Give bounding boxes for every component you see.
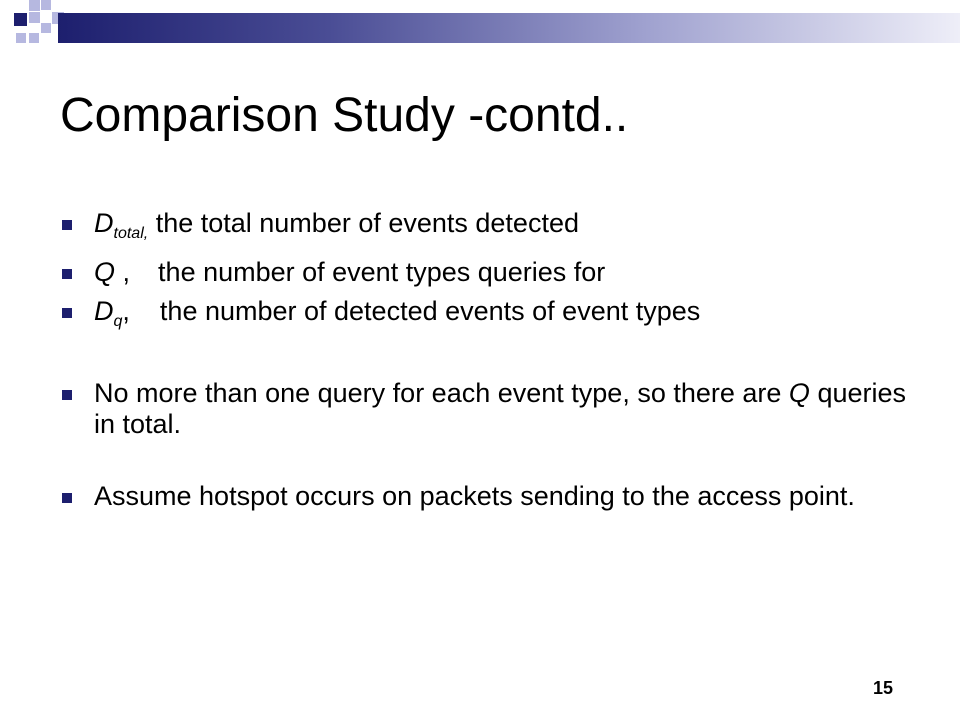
separator: , <box>122 296 130 326</box>
bullet-text: No more than one query for each event type, so there are <box>94 378 789 408</box>
square-bullet-icon <box>62 493 72 503</box>
slide-title: Comparison Study -contd.. <box>60 89 629 142</box>
decorative-square <box>41 0 51 10</box>
square-bullet-icon <box>62 269 72 279</box>
bullet-item <box>62 257 922 288</box>
variable: Q <box>788 378 810 408</box>
variable: D <box>94 296 114 326</box>
bullet-text: the number of event types queries for <box>158 257 606 287</box>
bullet-text: the total number of events detected <box>155 208 579 238</box>
bullet-text: Assume hotspot occurs on packets sending to the access point. <box>94 481 855 511</box>
decorative-square <box>14 13 27 26</box>
decorative-square <box>41 23 51 33</box>
separator: , <box>122 257 131 287</box>
variable: D <box>94 208 114 238</box>
bullet-item <box>62 296 922 337</box>
square-bullet-icon <box>62 220 72 230</box>
bullet-text: the number of detected events of event types <box>159 296 701 326</box>
decorative-square <box>29 0 40 11</box>
bullet-item <box>62 481 922 512</box>
bullet-list <box>62 208 922 512</box>
decorative-square <box>29 33 39 43</box>
decorative-square <box>29 12 40 23</box>
decorative-square <box>16 33 26 43</box>
subscript: total, <box>113 225 149 242</box>
subscript: q <box>113 313 123 330</box>
bullet-item <box>62 378 922 440</box>
square-bullet-icon <box>62 308 72 318</box>
bullet-text: queries in total. <box>94 378 906 439</box>
variable: Q <box>94 257 116 287</box>
bullet-item <box>62 208 922 249</box>
page-number: 15 <box>873 678 894 698</box>
square-bullet-icon <box>62 390 72 400</box>
header-gradient-bar <box>58 13 960 43</box>
